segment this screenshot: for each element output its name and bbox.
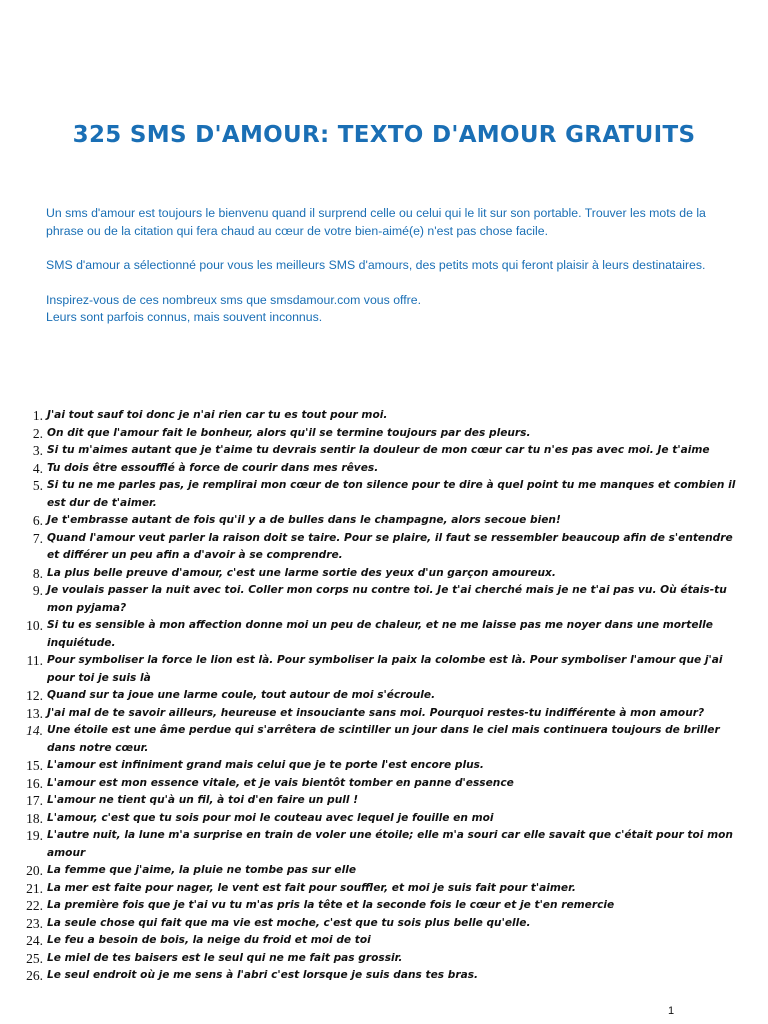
list-item-text: J'ai tout sauf toi donc je n'ai rien car tu es tout pour moi. [47, 409, 388, 421]
list-item [0, 705, 740, 723]
list-item-number: 20. [26, 863, 43, 878]
list-item-text: Tu dois être essoufflé à force de courir dans mes rêves. [47, 461, 379, 474]
list-item [0, 460, 740, 478]
list-item [0, 862, 740, 880]
list-item-number: 24. [26, 933, 43, 948]
list-item-text: Une étoile est une âme perdue qui s'arrêtera de scintiller un jour dans le ciel mais continuera toujours de briller dans notre cœur. [47, 724, 720, 754]
intro-paragraph-1: Un sms d'amour est toujours le bienvenu quand il surprend celle ou celui qui le lit sur son portable. Trouver les mots de la phrase ou de la citation qui fera chaud au cœur de votre bien-aimé(e) n'est pas chose facile. [46, 206, 706, 238]
list-item-number: 25. [26, 950, 43, 966]
list-item [0, 722, 740, 757]
list-item-number: 13. [26, 705, 43, 721]
list-item-text: Quand l'amour veut parler la raison doit se taire. Pour se plaire, il faut se ressembler beaucoup afin de s'entendre et différer un peu afin a d'avoir à se comprendre. [47, 531, 733, 561]
list-item [0, 757, 740, 775]
list-item-number: 1. [32, 408, 43, 423]
list-item-text: Je t'embrasse autant de fois qu'il y a de bulles dans le champagne, alors secoue bien! [47, 514, 561, 526]
list-item-text: La seule chose qui fait que ma vie est moche, c'est que tu sois plus belle qu'elle. [47, 916, 531, 929]
page-number: 1 [668, 1005, 675, 1017]
list-item-text: La mer est faite pour nager, le vent est fait pour souffler, et moi je suis fait pour t'aimer. [47, 881, 576, 894]
list-item-text: Quand sur ta joue une larme coule, tout autour de moi s'écroule. [47, 689, 436, 701]
list-item-number: 17. [26, 793, 43, 808]
list-item-text: L'amour ne tient qu'à un fil, à toi d'en faire un pull ! [47, 794, 359, 806]
list-item-number: 8. [32, 565, 43, 581]
list-item-text: La plus belle preuve d'amour, c'est une larme sortie des yeux d'un garçon amoureux. [47, 566, 556, 579]
list-item-number: 16. [26, 775, 43, 791]
intro-paragraph-3a: Inspirez-vous de ces nombreux sms que smsdamour.com vous offre. [46, 292, 421, 307]
list-item [0, 915, 740, 933]
list-item-number: 23. [26, 915, 43, 931]
list-item-text: Pour symboliser la force le lion est là. Pour symboliser la paix la colombe est là. Pour symboliser l'amour que j'ai pour toi je suis là [47, 654, 723, 684]
list-item-number: 12. [26, 688, 43, 703]
list-item-number: 11. [26, 653, 43, 668]
list-item-number: 19. [26, 828, 43, 843]
list-item-text: Je voulais passer la nuit avec toi. Coller mon corps nu contre toi. Je t'ai cherché mais je ne t'ai pas vu. Où étais-tu mon pyjama? [47, 584, 727, 614]
list-item [0, 407, 740, 425]
list-item [0, 530, 740, 565]
list-item-number: 5. [32, 478, 43, 493]
list-item [0, 425, 740, 443]
page-title: 325 SMS D'AMOUR: TEXTO D'AMOUR GRATUITS [72, 122, 696, 148]
list-item-text: Le miel de tes baisers est le seul qui ne me fait pas grossir. [47, 951, 403, 964]
list-item-number: 2. [32, 425, 43, 441]
list-item-text: J'ai mal de te savoir ailleurs, heureuse et insouciante sans moi. Pourquoi restes-tu indifférente à mon amour? [47, 706, 705, 719]
list-item-number: 10. [26, 618, 43, 633]
list-item-number: 18. [26, 810, 43, 826]
list-item-text: L'amour est infiniment grand mais celui que je te porte l'est encore plus. [47, 759, 484, 771]
list-item [0, 687, 740, 705]
list-item-text: Si tu es sensible à mon affection donne moi un peu de chaleur, et ne me laisse pas me noyer dans une mortelle inquiétude. [47, 619, 713, 649]
list-item [0, 827, 740, 862]
list-item [0, 565, 740, 583]
list-item [0, 880, 740, 898]
list-item-number: 21. [26, 880, 43, 896]
list-item-text: L'amour, c'est que tu sois pour moi le couteau avec lequel je fouille en moi [47, 811, 494, 824]
list-item [0, 617, 740, 652]
list-item-text: La femme que j'aime, la pluie ne tombe pas sur elle [47, 864, 357, 876]
list-item [0, 582, 740, 617]
list-item-text: Le seul endroit où je me sens à l'abri c'est lorsque je suis dans tes bras. [47, 969, 479, 981]
list-item-number: 3. [32, 443, 43, 458]
list-item-text: Le feu a besoin de bois, la neige du froid et moi de toi [47, 934, 371, 946]
list-item [0, 932, 740, 950]
list-item [0, 792, 740, 810]
list-item-text: L'amour est mon essence vitale, et je vais bientôt tomber en panne d'essence [47, 776, 514, 789]
list-item [0, 967, 740, 985]
list-item [0, 442, 740, 460]
list-item-number: 6. [32, 513, 43, 528]
list-item-number: 22. [26, 898, 43, 913]
list-item-text: Si tu m'aimes autant que je t'aime tu devrais sentir la douleur de mon cœur car tu n'es pas avec moi. Je t'aime [47, 444, 710, 456]
list-item-number: 15. [26, 758, 43, 773]
list-item-number: 14. [26, 723, 43, 738]
intro-section [46, 205, 722, 327]
list-item [0, 775, 740, 793]
list-item-text: La première fois que je t'ai vu tu m'as pris la tête et la seconde fois le cœur et je t'en remercie [47, 899, 615, 911]
list-item [0, 950, 740, 968]
list-item [0, 652, 740, 687]
list-item-number: 9. [32, 583, 43, 598]
list-item-text: On dit que l'amour fait le bonheur, alors qu'il se termine toujours par des pleurs. [47, 426, 531, 439]
list-item-number: 26. [26, 968, 43, 983]
list-item-number: 4. [32, 460, 43, 476]
list-item [0, 810, 740, 828]
sms-list [0, 407, 740, 985]
list-item [0, 512, 740, 530]
intro-paragraph-2: SMS d'amour a sélectionné pour vous les meilleurs SMS d'amours, des petits mots qui feront plaisir à leurs destinataires. [46, 258, 706, 272]
list-item [0, 477, 740, 512]
list-item-number: 7. [32, 530, 43, 546]
list-item [0, 897, 740, 915]
list-item-text: L'autre nuit, la lune m'a surprise en train de voler une étoile; elle m'a souri car elle savait que c'était pour toi mon amour [47, 829, 733, 859]
list-item-text: Si tu ne me parles pas, je remplirai mon cœur de ton silence pour te dire à quel point tu me manques et combien il est dur de t'aimer. [47, 479, 736, 509]
intro-paragraph-3b: Leurs sont parfois connus, mais souvent inconnus. [46, 310, 323, 324]
